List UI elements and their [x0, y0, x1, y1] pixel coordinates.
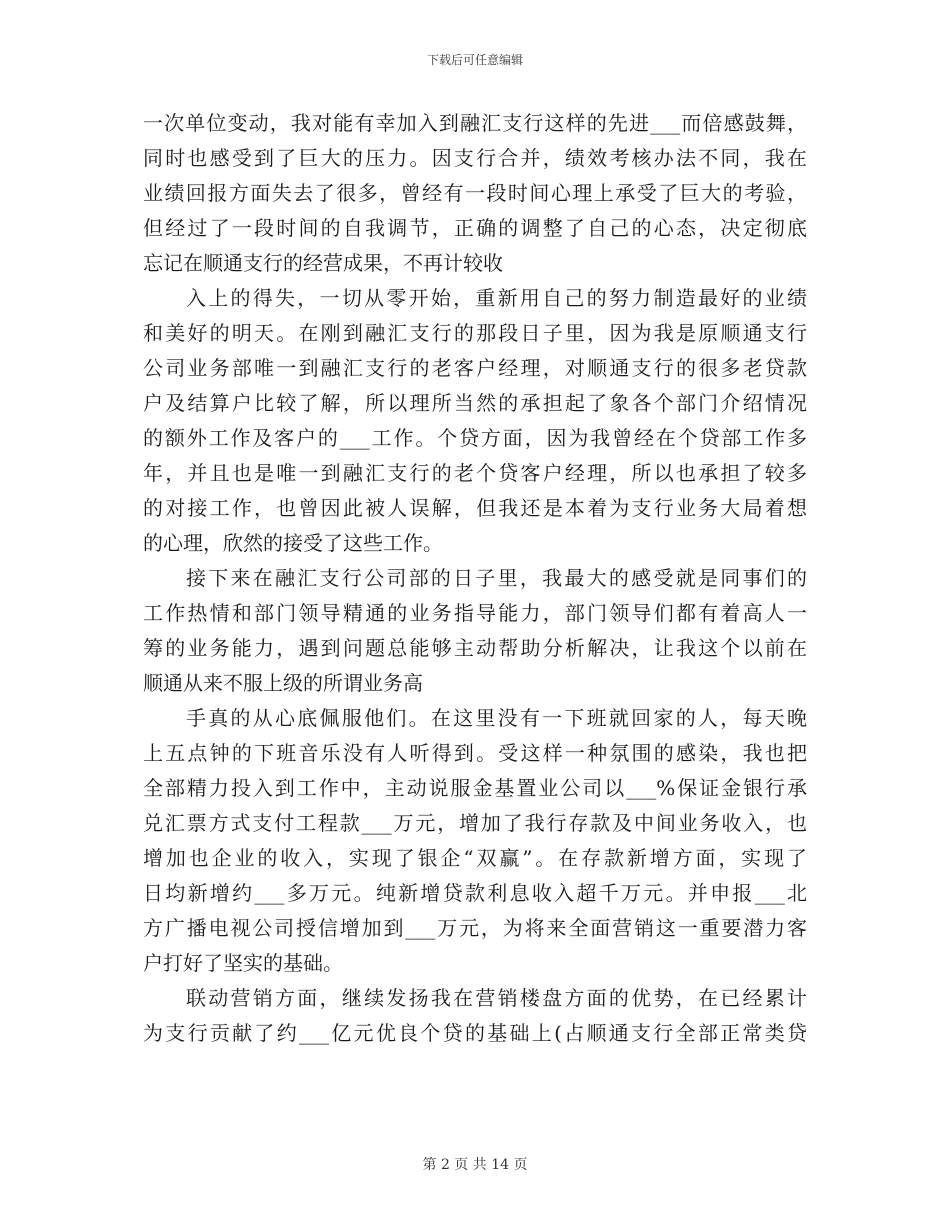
paragraph-line: 但经过了一段时间的自我调节，正确的调整了自己的心态，决定彻底: [143, 216, 807, 240]
page-header: 下载后可任意编辑: [426, 53, 523, 67]
paragraph-line: 筹的业务能力，遇到问题总能够主动帮助分析解决，让我这个以前在: [143, 636, 807, 660]
paragraph-line: 一次单位变动，我对能有幸加入到融汇支行这样的先进___而倍感鼓舞，: [143, 111, 807, 135]
paragraph-line: 全部精力投入到工作中，主动说服金基置业公司以___%保证金银行承: [143, 776, 807, 800]
paragraph-line: 为支行贡献了约___亿元优良个贷的基础上(占顺通支行全部正常类贷: [143, 1021, 807, 1045]
paragraph-line: 同时也感受到了巨大的压力。因支行合并，绩效考核办法不同，我在: [143, 146, 807, 170]
paragraph-line: 联动营销方面，继续发扬我在营销楼盘方面的优势，在已经累计: [186, 986, 807, 1010]
paragraph-line: 业绩回报方面失去了很多，曾经有一段时间心理上承受了巨大的考验，: [143, 181, 807, 205]
paragraph-line: 工作热情和部门领导精通的业务指导能力，部门领导们都有着高人一: [143, 601, 807, 625]
paragraph-line: 增加也企业的收入，实现了银企“双赢”。在存款新增方面，实现了: [143, 846, 807, 870]
paragraph-line: 入上的得失，一切从零开始，重新用自己的努力制造最好的业绩: [186, 286, 807, 310]
paragraph-line: 日均新增约___多万元。纯新增贷款利息收入超千万元。并申报___北: [143, 881, 807, 905]
paragraph-line: 户打好了坚实的基础。: [143, 951, 343, 975]
paragraph-line: 方广播电视公司授信增加到___万元，为将来全面营销这一重要潜力客: [143, 916, 807, 940]
paragraph-line: 年，并且也是唯一到融汇支行的老个贷客户经理，所以也承担了较多: [143, 461, 807, 485]
paragraph-line: 兑汇票方式支付工程款___万元，增加了我行存款及中间业务收入，也: [143, 811, 807, 835]
paragraph-line: 上五点钟的下班音乐没有人听得到。受这样一种氛围的感染，我也把: [143, 741, 807, 765]
paragraph-line: 接下来在融汇支行公司部的日子里，我最大的感受就是同事们的: [186, 566, 807, 590]
paragraph-line: 公司业务部唯一到融汇支行的老客户经理，对顺通支行的很多老贷款: [143, 356, 807, 380]
document-body: [143, 106, 807, 1051]
page-number: 第 2 页 共 14 页: [422, 1157, 528, 1173]
paragraph-line: 忘记在顺通支行的经营成果，不再计较收: [143, 251, 503, 275]
paragraph-line: 的心理，欣然的接受了这些工作。: [143, 531, 443, 555]
paragraph-line: 和美好的明天。在刚到融汇支行的那段日子里，因为我是原顺通支行: [143, 321, 807, 345]
paragraph-line: 的对接工作，也曾因此被人误解，但我还是本着为支行业务大局着想: [143, 496, 807, 520]
paragraph-line: 的额外工作及客户的___工作。个贷方面，因为我曾经在个贷部工作多: [143, 426, 807, 450]
paragraph-line: 户及结算户比较了解，所以理所当然的承担起了象各个部门介绍情况: [143, 391, 807, 415]
paragraph-line: 顺通从来不服上级的所谓业务高: [143, 671, 423, 695]
paragraph-line: 手真的从心底佩服他们。在这里没有一下班就回家的人，每天晚: [186, 706, 807, 730]
